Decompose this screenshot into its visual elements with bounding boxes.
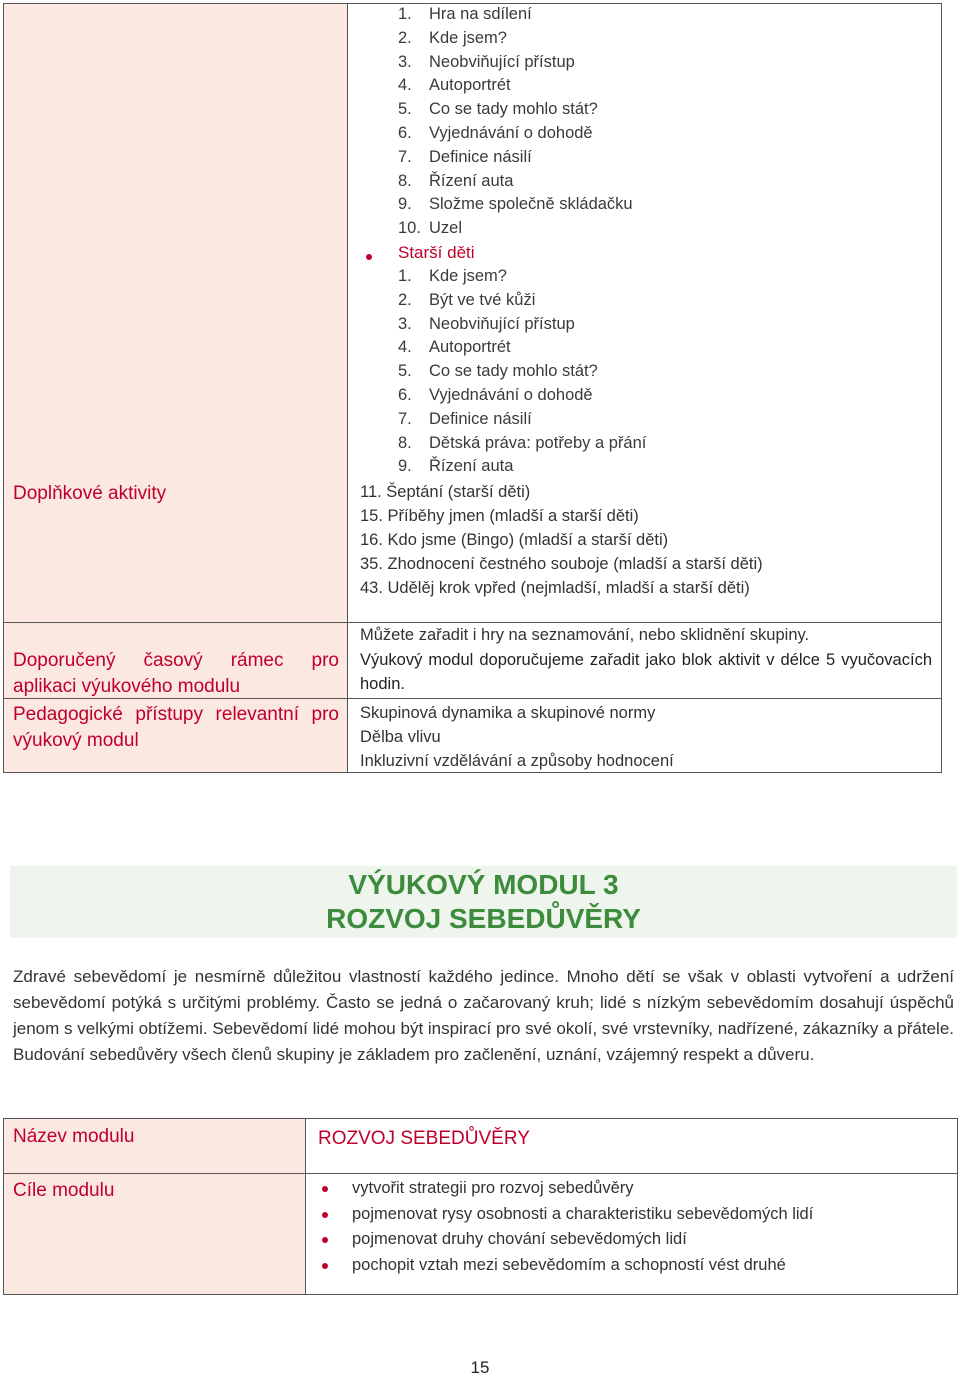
table-divider [3,1173,958,1174]
list-item: 10. Uzel [398,219,463,238]
list-item: 4. Autoportrét [398,76,511,95]
activities-label: Doplňkové aktivity [13,483,167,504]
page-number: 15 [470,1358,490,1377]
list-item: 6. Vyjednávání o dohodě [398,123,593,142]
list-item: 2. Být ve tvé kůži [398,290,536,309]
pedagogical-approaches-label: Pedagogické přístupy relevantní pro výukový modul [13,704,339,751]
list-item: 6. Vyjednávání o dohodě [398,385,593,404]
module-title: ROZVOJ SEBEDŮVĚRY [326,903,641,934]
list-item: 15. Příběhy jmen (mladší a starší děti) [360,507,639,525]
list-item: 43. Udělěj krok vpřed (nejmladší, mladší a starší děti) [360,579,750,597]
activities-note: Můžete zařadit i hry na seznamování, nebo sklidnění skupiny. [360,626,810,644]
module-name-label: Název modulu [13,1126,135,1147]
table-divider [305,1118,306,1295]
list-item: 9. Řízení auta [398,457,514,476]
list-item: 9. Složme společně skládačku [398,195,633,214]
intro-paragraph: Zdravé sebevědomí je nesmírně důležitou vlastností každého jedince. Mnoho dětí se však v oblasti vytvoření a udržení sebevědomí potýká s určitými problémy. Často se jedná o začarovaný kruh; lidé s nízkým sebevědomím dosahují úspěchů jenom s velkými obtížemi. Sebevědomí lidé mohou být inspirací pro své okolí, své vrstevníky, nadřízené, zákazníky a přátele. Budování sebedůvěry všech členů skupiny je základem pro začlenění, uznání, vzájemný respekt a důveru. [13,967,954,1064]
list-item: 2. Kde jsem? [398,28,507,47]
list-item: 16. Kdo jsme (Bingo) (mladší a starší děti) [360,531,669,549]
module-title-banner [10,866,957,938]
list-item: 7. Definice násilí [398,409,532,428]
older-children-heading: Starší děti [398,243,475,262]
time-frame-value: Výukový modul doporučujeme zařadit jako blok aktivit v délce 5 vyučovacích hodin. [360,651,932,693]
list-item: 8. Řízení auta [398,171,514,190]
pedagogical-approaches-list [360,701,674,773]
list-item: pochopit vztah mezi sebevědomím a schopností vést druhé [318,1253,813,1279]
list-item: vytvořit strategii pro rozvoj sebedůvěry [318,1176,813,1202]
older-activities-list [398,265,646,479]
module-goals-list [318,1176,813,1278]
list-item: 7. Definice násilí [398,147,532,166]
list-item: pojmenovat rysy osobnosti a charakteristiku sebevědomých lidí [318,1202,813,1228]
list-item: 5. Co se tady mohlo stát? [398,362,598,381]
module-number: VÝUKOVÝ MODUL 3 [348,869,619,900]
list-item: pojmenovat druhy chování sebevědomých lidí [318,1227,813,1253]
list-item: 8. Dětská práva: potřeby a přání [398,433,647,452]
table-divider [347,3,348,773]
list-item: 4. Autoportrét [398,338,511,357]
list-item: 11. Šeptání (starší děti) [360,483,531,501]
list-item: 3. Neobviňující přístup [398,314,575,333]
list-item: 5. Co se tady mohlo stát? [398,100,598,119]
list-item: Inkluzivní vzdělávání a způsoby hodnocení [360,752,674,770]
extra-activities-list [360,480,763,600]
list-item: Dělba vlivu [360,728,441,746]
younger-activities-list [398,3,633,241]
list-item: 3. Neobviňující přístup [398,52,575,71]
module-name-value: ROZVOJ SEBEDŮVĚRY [318,1128,530,1149]
module-goals-label: Cíle modulu [13,1180,115,1201]
bullet-icon [366,254,372,260]
list-item: 1. Kde jsem? [398,267,507,285]
list-item: 1. Hra na sdílení [398,5,532,23]
list-item: 35. Zhodnocení čestného souboje (mladší a starší děti) [360,555,763,573]
list-item: Skupinová dynamika a skupinové normy [360,704,656,722]
time-frame-label: Doporučený časový rámec pro aplikaci výukového modulu [13,650,339,697]
